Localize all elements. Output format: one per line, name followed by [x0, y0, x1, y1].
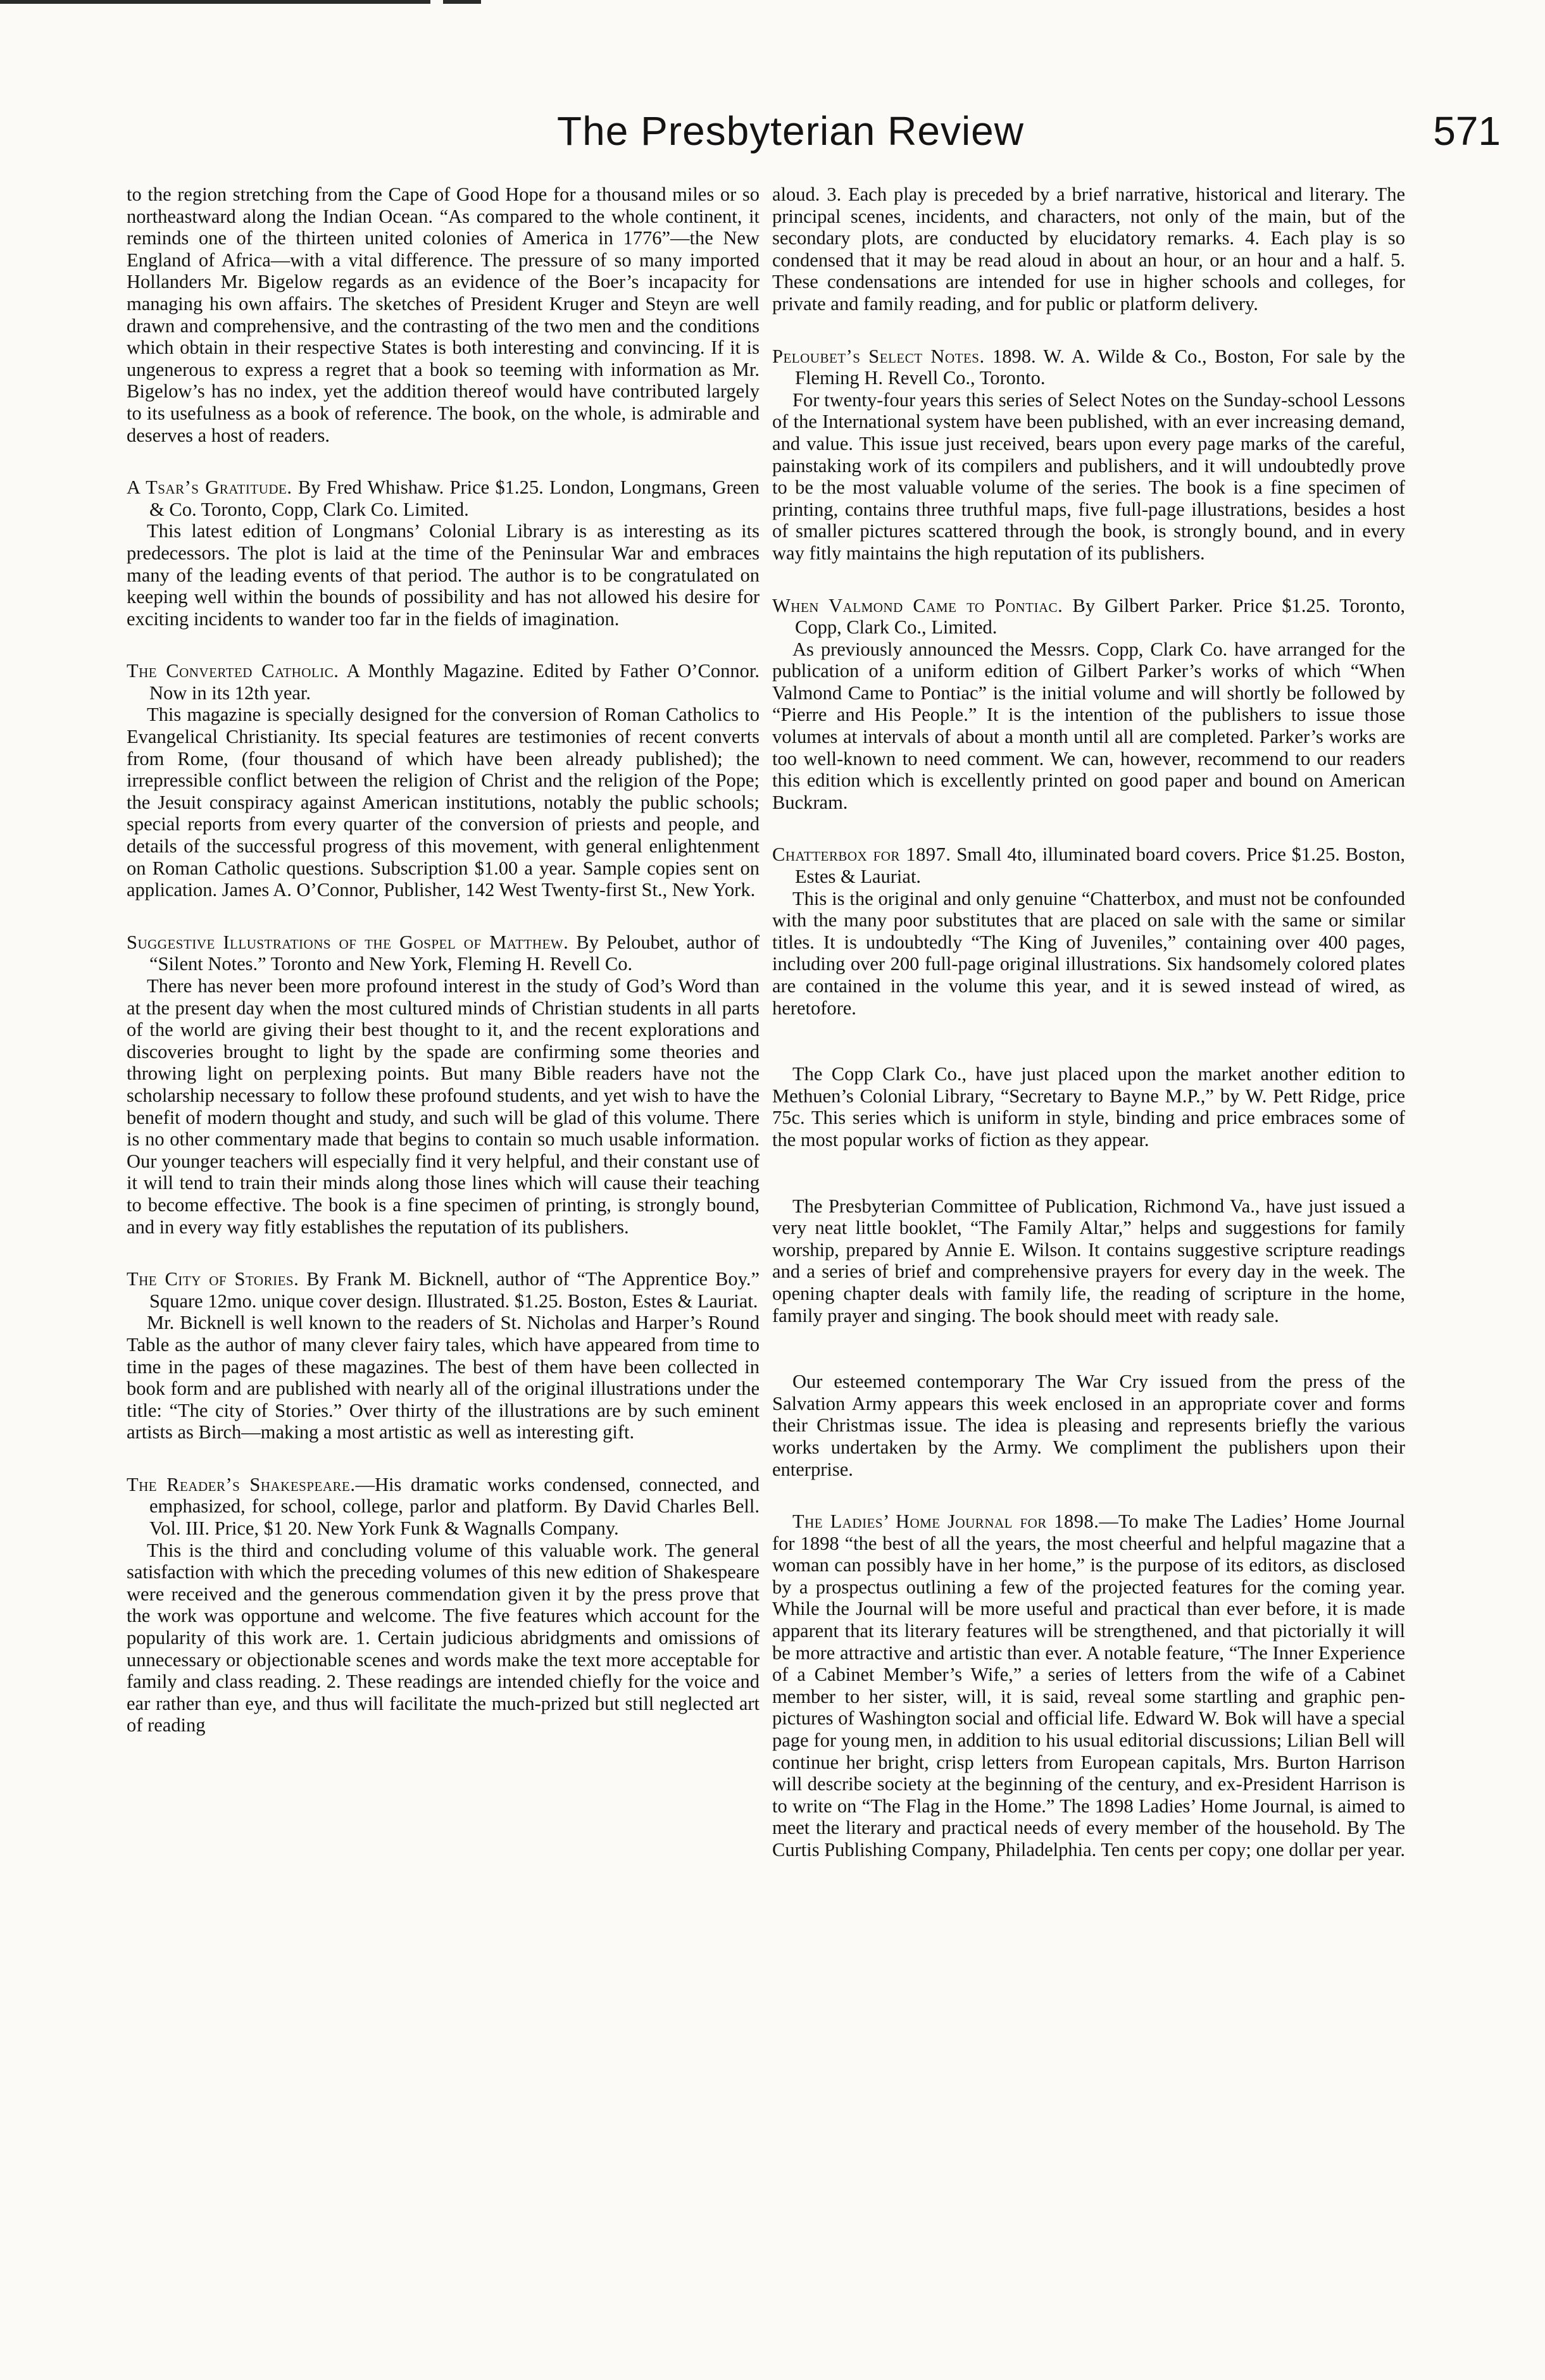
right-column	[772, 184, 1405, 1861]
notice-entry	[772, 1371, 1405, 1480]
notice-entry	[772, 1195, 1405, 1327]
review-publication-info: 1898. W. A. Wilde & Co., Boston, For sale by the Fleming H. Revell Co., Toronto.	[795, 345, 1405, 389]
review-body: For twenty-four years this series of Select Notes on the Sunday-school Lessons of the International system have been published, with an ever increasing demand, and value. This issue just received, bears upon every page marks of the careful, painstaking work of its compilers and publishers, and it will undoubtedly prove to be the most valuable volume of the series. The book is a fine specimen of printing, contains three truthful maps, five full-page illustrations, besides a host of smaller pictures scattered through the book, is strongly bound, and in every way fitly maintains the high reputation of its publishers.	[772, 389, 1405, 564]
review-body: This is the original and only genuine “Chatterbox, and must not be confounded with the many poor substitutes that are placed on sale with the same or similar titles. It is undoubtedly “The King of Juveniles,” containing over 400 pages, including over 200 full-page original illustrations. Six handsomely colored plates are contained in the volume this year, and it is sewed instead of wired, as heretofore.	[772, 887, 1405, 1019]
notice-body: The Copp Clark Co., have just placed upon the market another edition to Methuen’s Colonial Library, “Secretary to Bayne M.P.,” by W. Pett Ridge, price 75c. This series which is uniform in style, binding and price embraces some of the most popular works of fiction as they appear.	[772, 1063, 1405, 1150]
review-heading	[127, 1268, 760, 1312]
review-entry	[127, 931, 760, 1238]
notice-body: Our esteemed contemporary The War Cry issued from the press of the Salvation Army appears this week enclosed in an appropriate cover and forms their Christmas issue. The idea is pleasing and represents briefly the various works undertaken by the Army. We compliment the publishers upon their enterprise.	[772, 1371, 1405, 1480]
review-body	[772, 1511, 1405, 1861]
review-entry	[127, 1268, 760, 1443]
review-publication-info: Small 4to, illuminated board covers. Price $1.25. Boston, Estes & Lauriat.	[795, 844, 1405, 888]
review-title: The City of Stories.	[127, 1268, 299, 1290]
review-entry	[772, 595, 1405, 814]
review-title: When Valmond Came to Pontiac.	[772, 594, 1063, 616]
review-heading	[772, 844, 1405, 887]
review-entry	[127, 660, 760, 901]
review-body-text: —To make The Ladies’ Home Journal for 1898 “the best of all the years, the most cheerful and helpful magazine that a woman can possibly have in her home,” is the purpose of its editors, as disclosed by a prospectus outlining a few of the projected features for the coming year. While the Journal will be more useful and practical than ever before, it is made apparent that its literary features will be strengthened, and that pictorially it will be more attractive and artistic than ever. A notable feature, “The Inner Experience of a Cabinet Member’s Wife,” a series of letters from the wife of a Cabinet member to her sister, will, it is said, reveal some startling and graphic pen-pictures of Washington social and official life. Edward W. Bok will have a special page for young men, in addition to his usual editorial discussions; Lilian Bell will continue her bright, crisp letters from European capitals, Mrs. Burton Harrison will describe society at the beginning of the century, and ex-President Harrison is to write on “The Flag in the Home.” The 1898 Ladies’ Home Journal, is aimed to meet the literary and practical needs of every member of the household. By The Curtis Publishing Company, Philadelphia. Ten cents per copy; one dollar per year.	[772, 1511, 1406, 1860]
review-heading	[772, 346, 1405, 389]
review-body: This latest edition of Longmans’ Colonial Library is as interesting as its predecessors. The plot is laid at the time of the Peninsular War and embraces many of the leading events of that period. The author is to be congratulated on keeping well within the bounds of possibility and has not allowed his desire for exciting incidents to wander too far in the fields of imagination.	[127, 520, 760, 630]
review-title: The Reader’s Shakespeare.	[127, 1473, 356, 1495]
review-body: This magazine is specially designed for the conversion of Roman Catholics to Evangelical Christianity. Its special features are testimonies of recent converts from Rome, (four thousand of which have been already published); the irrepressible conflict between the religion of Christ and the religion of the Pope; the Jesuit conspiracy against American institutions, notably the public schools; special reports from every quarter of the conversion of priests and people, and details of the successful progress of this movement, with general enlightenment on Roman Catholic questions. Subscription $1.00 a year. Sample copies sent on application. James A. O’Connor, Publisher, 142 West Twenty-first St., New York.	[127, 704, 760, 901]
review-publication-info: A Monthly Magazine. Edited by Father O’Connor. Now in its 12th year.	[149, 660, 760, 704]
review-heading	[127, 931, 760, 975]
review-entry	[772, 1511, 1405, 1861]
top-rule	[0, 0, 430, 4]
review-publication-info: —His dramatic works condensed, connected, and emphasized, for school, college, parlor and platform. By David Charles Bell. Vol. III. Price, $1 20. New York Funk & Wagnalls Company.	[149, 1473, 760, 1540]
review-heading	[127, 1474, 760, 1540]
page-header	[127, 101, 1501, 165]
review-title: A Tsar’s Gratitude.	[127, 477, 292, 499]
review-title: The Converted Catholic.	[127, 660, 339, 682]
notice-entry	[772, 1063, 1405, 1150]
continuation-paragraph: to the region stretching from the Cape of Good Hope for a thousand miles or so northeastward along the Indian Ocean. “As compared to the whole continent, it reminds one of the thirteen united colonies of America in 1776”—the New England of Africa—with a vital difference. The pressure of so many imported Hollanders Mr. Bigelow regards as an evidence of the Boer’s incapacity for managing his own affairs. The sketches of President Kruger and Steyn are well drawn and comprehensive, and the contrasting of the two men and the conditions which obtain in their respective States is both interesting and convincing. If it is ungenerous to express a regret that a book so teeming with information as Mr. Bigelow’s has no index, yet the addition thereof would have contributed largely to its usefulness as a book of reference. The book, on the whole, is admirable and deserves a host of readers.	[127, 184, 760, 446]
review-publication-info: By Peloubet, author of “Silent Notes.” Toronto and New York, Fleming H. Revell Co.	[149, 931, 760, 975]
review-entry	[127, 477, 760, 630]
journal-title: The Presbyterian Review	[557, 108, 1024, 154]
review-publication-info: By Gilbert Parker. Price $1.25. Toronto, Copp, Clark Co., Limited.	[795, 594, 1405, 639]
review-title: Peloubet’s Select Notes.	[772, 345, 985, 367]
review-body: As previously announced the Messrs. Copp, Clark Co. have arranged for the publication of a uniform edition of Gilbert Parker’s works of which “When Valmond Came to Pontiac” is the initial volume and will shortly be followed by “Pierre and His People.” It is the intention of the publishers to issue those volumes at intervals of about a month until all are completed. Parker’s works are too well-known to need comment. We can, however, recommend to our readers this edition which is excellently printed on good paper and bound on American Buckram.	[772, 638, 1405, 813]
review-heading	[127, 660, 760, 704]
review-title: The Ladies’ Home Journal for 1898.	[792, 1511, 1099, 1533]
review-entry	[772, 346, 1405, 564]
review-body: There has never been more profound interest in the study of God’s Word than at the present day when the most cultured minds of Christian students in all parts of the world are giving their best thought to it, and the recent explorations and discoveries brought to light by the spade are confirming some theories and throwing light on perplexing points. But many Bible readers have not the scholarship necessary to follow these profound students, and yet wish to have the benefit of modern thought and study, and such will be glad of this volume. There is no other commentary made that begins to contain so much usable information. Our younger teachers will especially find it very helpful, and their constant use of it will tend to train their minds along those lines which will cause their teaching to become effective. The book is a fine specimen of printing, is strongly bound, and in every way fitly establishes the reputation of its publishers.	[127, 975, 760, 1238]
notice-body: The Presbyterian Committee of Publication, Richmond Va., have just issued a very neat little booklet, “The Family Altar,” helps and suggestions for family worship, prepared by Annie E. Wilson. It contains suggestive scripture readings and a series of brief and comprehensive prayers for every day in the week. The opening chapter deals with family life, the reading of scripture in the home, family prayer and singing. The book should meet with ready sale.	[772, 1195, 1405, 1326]
top-rule-fragment	[443, 0, 481, 4]
review-title: Suggestive Illustrations of the Gospel of Matthew.	[127, 931, 569, 953]
review-entry	[127, 1474, 760, 1736]
review-heading	[772, 595, 1405, 639]
review-entry	[772, 844, 1405, 1019]
review-body: Mr. Bicknell is well known to the readers of St. Nicholas and Harper’s Round Table as the author of many clever fairy tales, which have appeared from time to time in the pages of these magazines. The best of them have been collected in book form and are published with nearly all of the original illustrations under the title: “The city of Stories.” Over thirty of the illustrations are by such eminent artists as Birch—making a most artistic as well as interesting gift.	[127, 1312, 760, 1443]
page-number: 571	[1433, 108, 1501, 154]
left-column	[127, 184, 760, 1736]
review-publication-info: By Fred Whishaw. Price $1.25. London, Longmans, Green & Co. Toronto, Copp, Clark Co. Limited.	[149, 477, 760, 520]
review-title: Chatterbox for 1897.	[772, 844, 951, 866]
review-publication-info: By Frank M. Bicknell, author of “The Apprentice Boy.” Square 12mo. unique cover design. Illustrated. $1.25. Boston, Estes & Lauriat.	[149, 1268, 760, 1312]
review-heading	[127, 477, 760, 520]
review-body: This is the third and concluding volume of this valuable work. The general satisfaction with which the preceding volumes of this new edition of Shakespeare were received and the generous commendation given it by the press prove that the work was opportune and welcome. The five features which account for the popularity of this work are. 1. Certain judicious abridgments and omissions of unnecessary or objectionable scenes and words make the text more acceptable for family and class reading. 2. These readings are intended chiefly for the voice and ear rather than eye, and thus will facilitate the much-prized but still neglected art of reading	[127, 1539, 760, 1736]
continuation-paragraph: aloud. 3. Each play is preceded by a brief narrative, historical and literary. The principal scenes, incidents, and characters, not only of the main, but of the secondary plots, are conducted by elucidatory remarks. 4. Each play is so condensed that it may be read aloud in about an hour, or an hour and a half. 5. These condensations are intended for use in higher schools and colleges, for private and family reading, and for public or platform delivery.	[772, 184, 1405, 315]
